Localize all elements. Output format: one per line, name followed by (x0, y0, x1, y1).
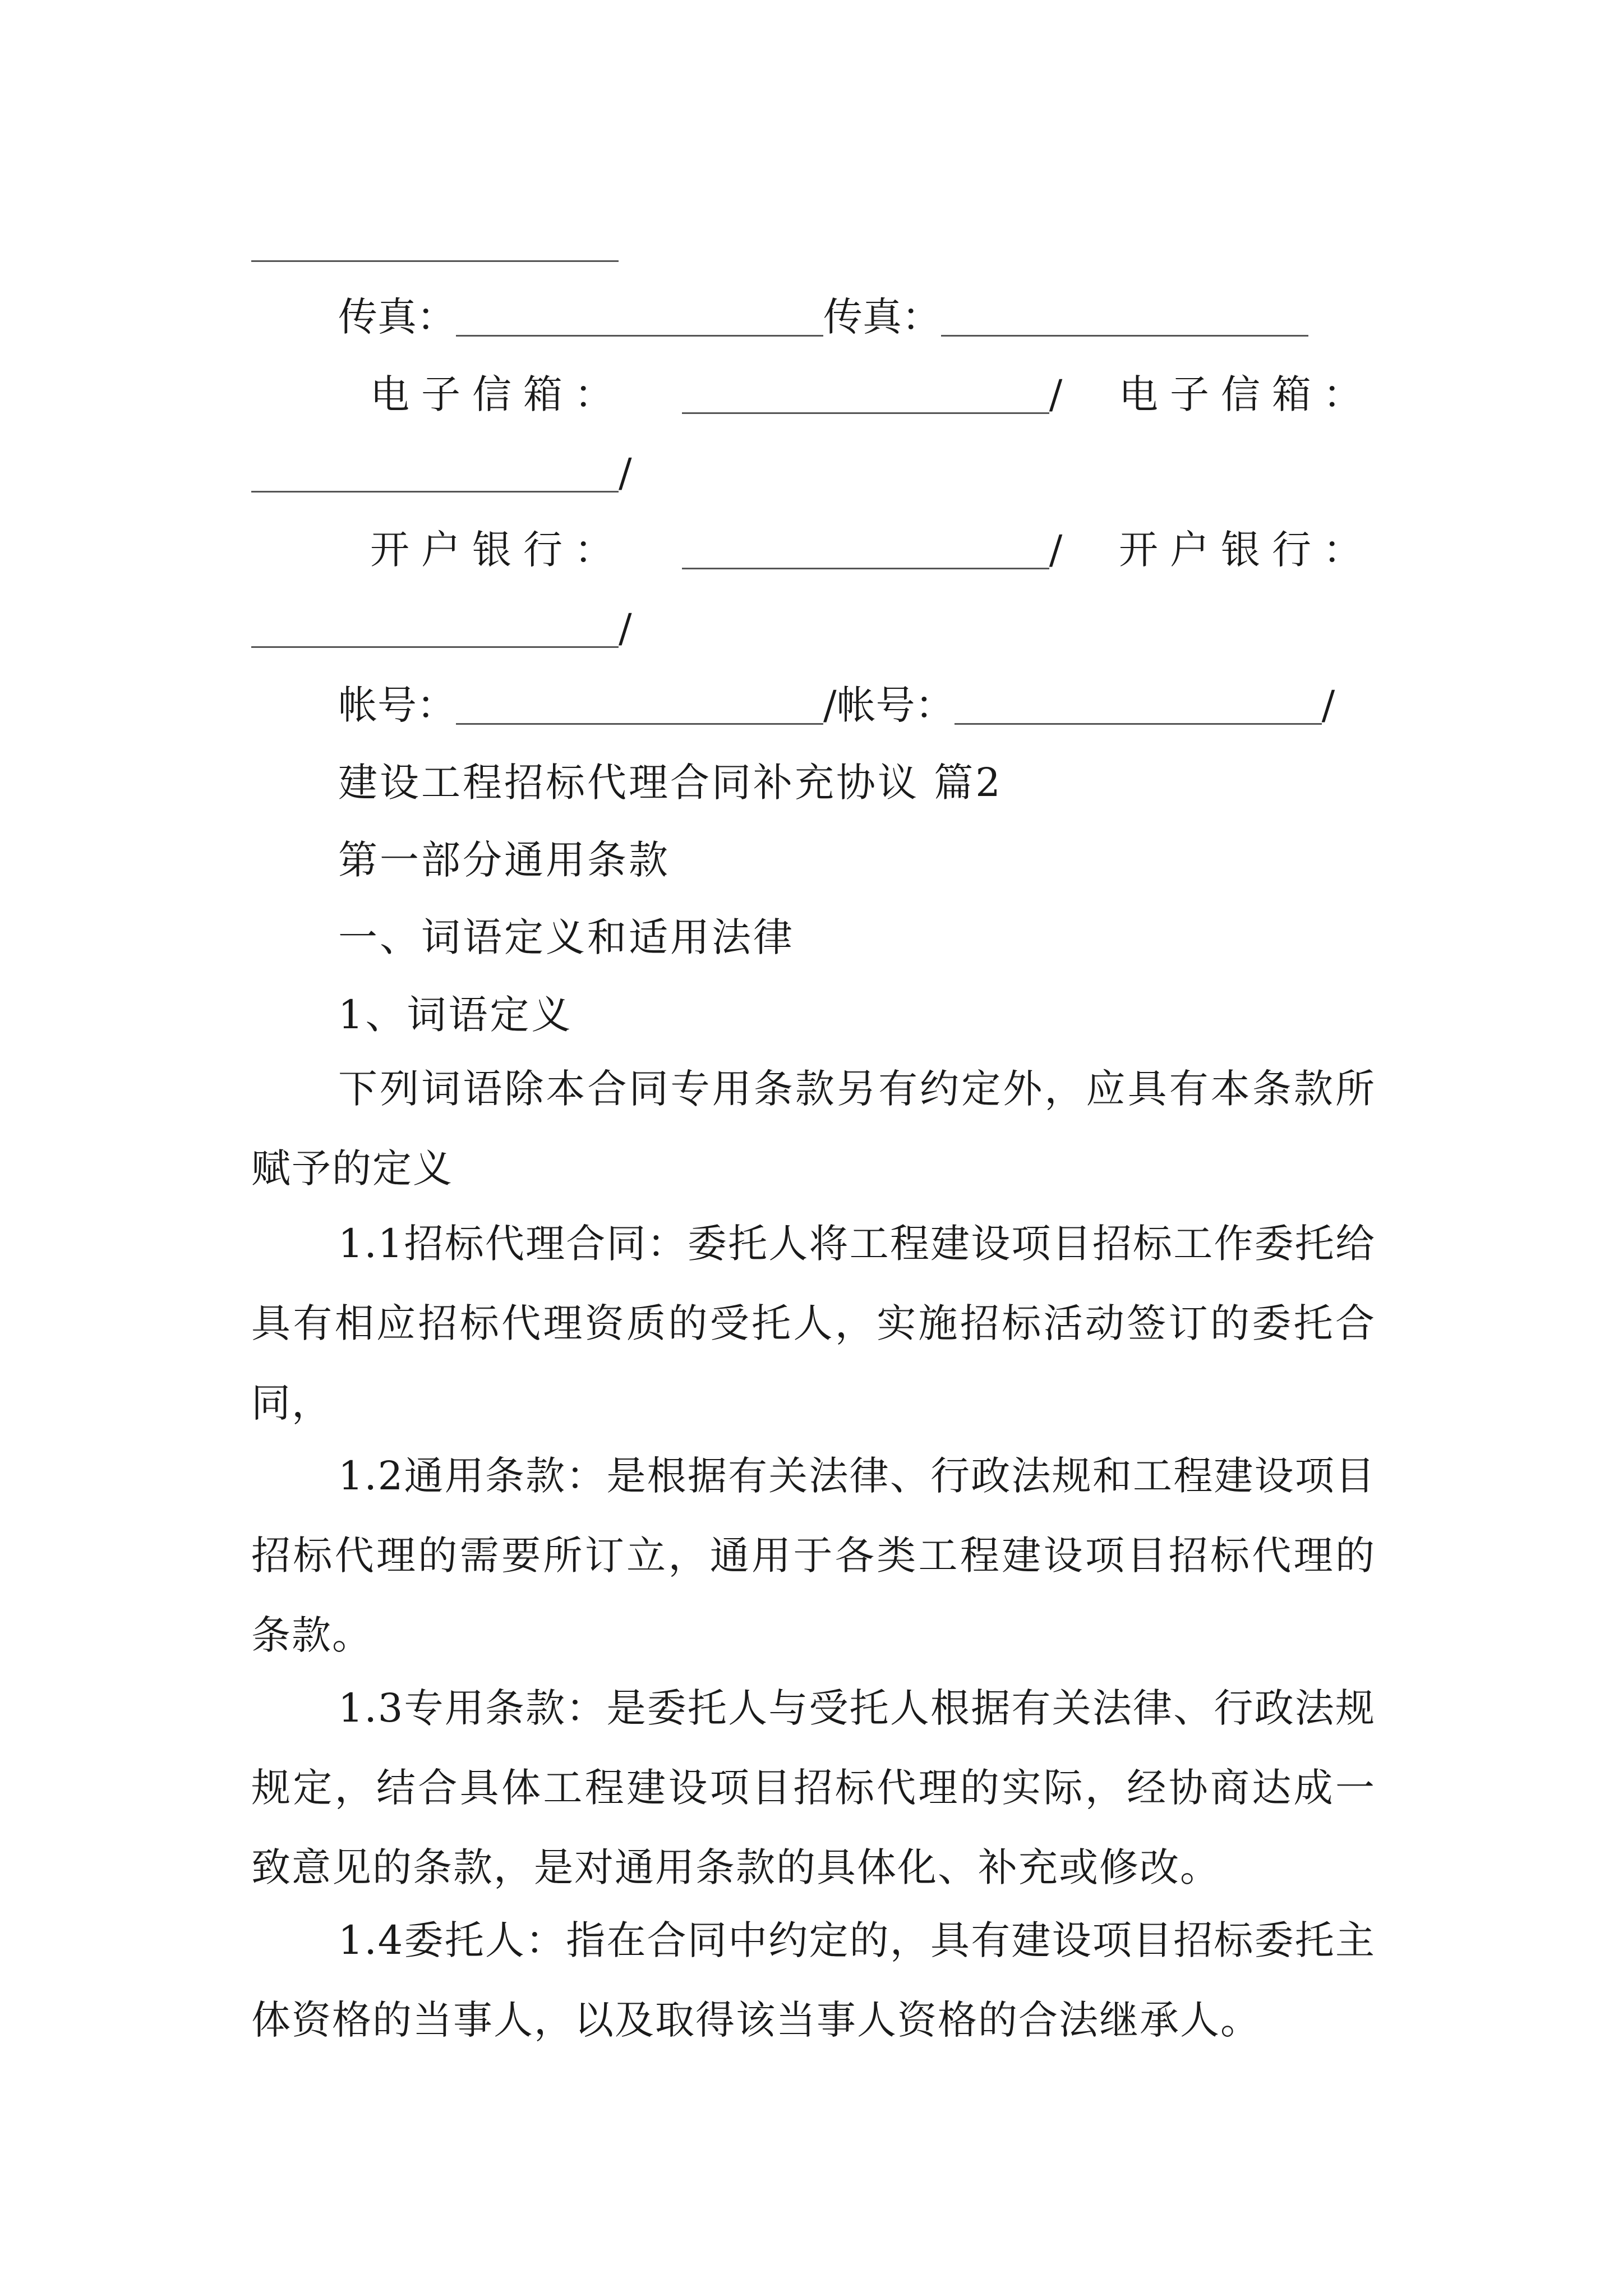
paragraph-intro: 下列词语除本合同专用条款另有约定外，应具有本条款所赋予的定义 (251, 1066, 1376, 1191)
fax-label-party-a: 传真： (338, 294, 456, 340)
email-field-party-a[interactable] (682, 376, 1049, 414)
blank-underline (251, 224, 619, 262)
paragraph-1-1: 1.1招标代理合同：委托人将工程建设项目招标工作委托给具有相应招标代理资质的受托人，实施招标活动签订的委托合同， (251, 1221, 1376, 1426)
paragraph-1-4: 1.4委托人：指在合同中约定的，具有建设项目招标委托主体资格的当事人，以及取得该当事人资格的合法继承人。 (251, 1917, 1376, 2043)
email-field-party-b[interactable] (251, 455, 619, 493)
part-heading: 第一部分通用条款 (338, 837, 670, 883)
slash: / (619, 450, 632, 496)
bank-field-party-a[interactable] (682, 532, 1049, 569)
email-row (370, 371, 1374, 417)
slash: / (1049, 371, 1063, 417)
bank-field-party-b[interactable] (251, 610, 619, 648)
subsection-heading: 1、词语定义 (338, 992, 573, 1038)
account-field-party-b[interactable] (955, 687, 1322, 725)
fax-field-party-b[interactable] (941, 299, 1308, 337)
bank-row-cont (251, 605, 632, 651)
slash: / (1321, 682, 1335, 728)
bank-label-party-b: 开户银行： (1119, 527, 1374, 573)
account-label-party-a: 帐号： (338, 682, 456, 728)
slash: / (1049, 527, 1063, 573)
email-label-party-a: 电子信箱： (370, 371, 625, 417)
fax-field-party-a[interactable] (456, 299, 823, 337)
email-label-party-b: 电子信箱： (1119, 371, 1374, 417)
email-row-cont (251, 450, 632, 496)
bank-label-party-a: 开户银行： (370, 527, 625, 573)
top-blank-line (251, 224, 619, 268)
slash: / (619, 605, 632, 651)
bank-row (370, 527, 1374, 573)
document-title: 建设工程招标代理合同补充协议 篇2 (338, 760, 1003, 806)
paragraph-1-2: 1.2通用条款：是根据有关法律、行政法规和工程建设项目招标代理的需要所订立，通用于各类工程建设项目招标代理的条款。 (251, 1453, 1376, 1658)
fax-label-party-b: 传真： (823, 294, 941, 340)
fax-row (338, 294, 1348, 340)
account-field-party-a[interactable] (456, 687, 823, 725)
account-label-party-b: /帐号： (823, 682, 955, 728)
paragraph-1-3: 1.3专用条款：是委托人与受托人根据有关法律、行政法规规定，结合具体工程建设项目招标代理的实际，经协商达成一致意见的条款，是对通用条款的具体化、补充或修改。 (251, 1685, 1376, 1890)
section-heading: 一、词语定义和适用法律 (338, 914, 795, 960)
account-row (338, 682, 1376, 728)
